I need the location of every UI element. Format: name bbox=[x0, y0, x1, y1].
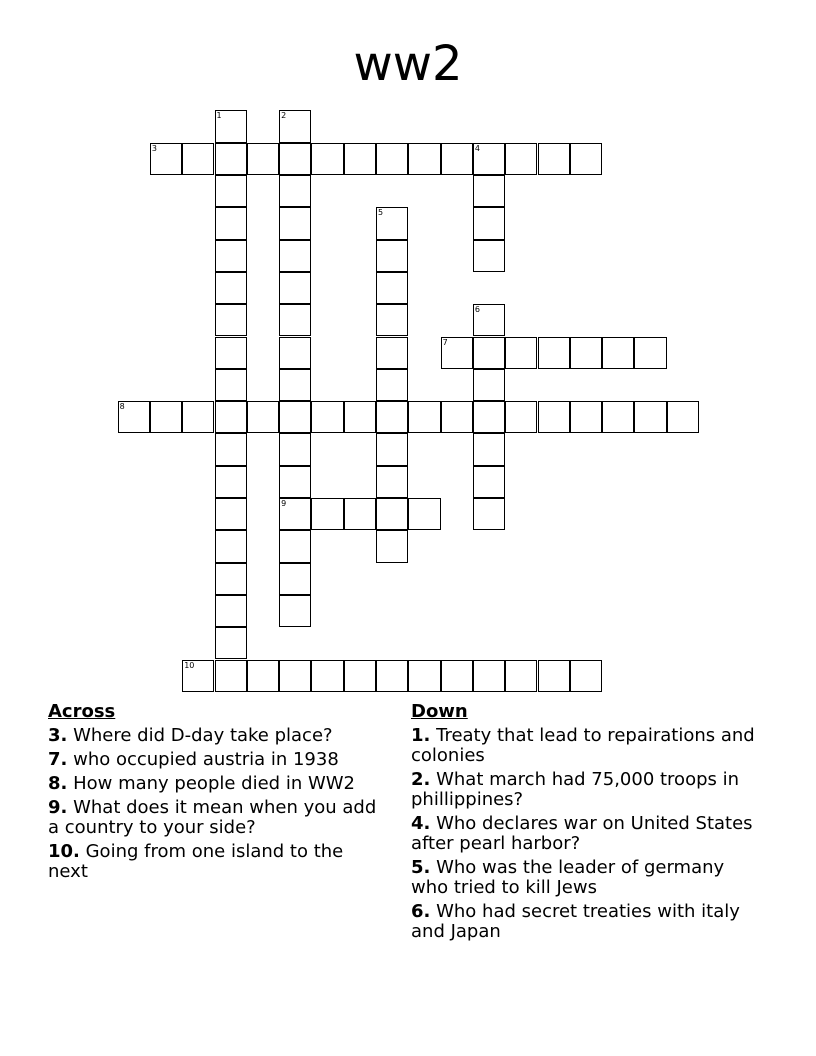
grid-cell[interactable] bbox=[279, 563, 311, 595]
cell-number: 9 bbox=[281, 499, 287, 508]
grid-cell[interactable] bbox=[247, 660, 279, 692]
clue-text: Where did D-day take place? bbox=[67, 725, 333, 746]
cell-number: 10 bbox=[184, 660, 195, 670]
grid-cell[interactable] bbox=[118, 401, 150, 433]
grid-cell[interactable] bbox=[215, 337, 247, 369]
grid-cell[interactable] bbox=[473, 175, 505, 207]
grid-cell[interactable] bbox=[505, 660, 537, 692]
clue-across-3 bbox=[48, 726, 388, 746]
cell-number: 1 bbox=[216, 111, 222, 121]
clue-text: Who was the leader of germany who tried to kill Jews bbox=[411, 857, 725, 898]
grid-cell[interactable] bbox=[344, 660, 376, 692]
grid-cell[interactable] bbox=[602, 401, 634, 433]
grid-cell[interactable] bbox=[667, 401, 699, 433]
grid-cell[interactable] bbox=[215, 530, 247, 562]
grid-cell[interactable] bbox=[279, 595, 311, 627]
grid-cell[interactable] bbox=[505, 401, 537, 433]
grid-cell[interactable] bbox=[376, 207, 408, 239]
grid-cell[interactable] bbox=[376, 304, 408, 336]
grid-cell[interactable] bbox=[182, 143, 214, 175]
grid-cell[interactable] bbox=[473, 433, 505, 465]
grid-cell[interactable] bbox=[215, 563, 247, 595]
grid-cell[interactable] bbox=[150, 401, 182, 433]
grid-cell[interactable] bbox=[570, 337, 602, 369]
grid-cell[interactable] bbox=[215, 660, 247, 692]
grid-cell[interactable] bbox=[473, 498, 505, 530]
cell-number: 7 bbox=[442, 337, 448, 347]
grid-cell[interactable] bbox=[311, 143, 343, 175]
grid-cell[interactable] bbox=[473, 143, 505, 175]
grid-cell[interactable] bbox=[376, 337, 408, 369]
grid-cell[interactable] bbox=[538, 401, 570, 433]
grid-cell[interactable] bbox=[279, 240, 311, 272]
grid-cell[interactable] bbox=[215, 401, 247, 433]
grid-cell[interactable] bbox=[376, 466, 408, 498]
grid-cell[interactable] bbox=[150, 143, 182, 175]
grid-cell[interactable] bbox=[376, 369, 408, 401]
grid-cell[interactable] bbox=[376, 660, 408, 692]
grid-cell[interactable] bbox=[376, 240, 408, 272]
down-heading: Down bbox=[411, 701, 468, 722]
grid-cell[interactable] bbox=[538, 337, 570, 369]
grid-cell[interactable] bbox=[215, 433, 247, 465]
grid-cell[interactable] bbox=[441, 660, 473, 692]
clue-down-2 bbox=[411, 770, 756, 810]
cell-number: 8 bbox=[119, 402, 125, 412]
grid-cell[interactable] bbox=[215, 272, 247, 304]
grid-cell[interactable] bbox=[376, 272, 408, 304]
clue-number: 4. bbox=[411, 813, 431, 834]
grid-cell[interactable] bbox=[441, 143, 473, 175]
clue-number: 1. bbox=[411, 725, 431, 746]
grid-cell[interactable] bbox=[441, 401, 473, 433]
grid-cell[interactable] bbox=[215, 466, 247, 498]
grid-cell[interactable] bbox=[570, 143, 602, 175]
cell-number: 2 bbox=[281, 111, 287, 121]
clue-number: 5. bbox=[411, 857, 431, 878]
grid-cell[interactable] bbox=[279, 530, 311, 562]
grid-cell[interactable] bbox=[279, 337, 311, 369]
grid-cell[interactable] bbox=[473, 304, 505, 336]
grid-cell[interactable] bbox=[376, 433, 408, 465]
grid-cell[interactable] bbox=[344, 143, 376, 175]
across-heading: Across bbox=[48, 701, 116, 722]
grid-cell[interactable] bbox=[311, 660, 343, 692]
grid-cell[interactable] bbox=[279, 207, 311, 239]
grid-cell[interactable] bbox=[279, 175, 311, 207]
grid-cell[interactable] bbox=[473, 466, 505, 498]
clue-text: Who declares war on United States after pearl harbor? bbox=[411, 813, 753, 854]
clue-text: who occupied austria in 1938 bbox=[67, 749, 339, 770]
grid-cell[interactable] bbox=[408, 401, 440, 433]
grid-cell[interactable] bbox=[570, 660, 602, 692]
across-clues bbox=[48, 702, 388, 886]
cell-number: 4 bbox=[474, 143, 480, 153]
grid-cell[interactable] bbox=[215, 595, 247, 627]
grid-cell[interactable] bbox=[247, 143, 279, 175]
down-clues bbox=[411, 702, 756, 946]
grid-cell[interactable] bbox=[376, 498, 408, 530]
grid-cell[interactable] bbox=[279, 433, 311, 465]
grid-cell[interactable] bbox=[215, 110, 247, 142]
clue-across-9 bbox=[48, 798, 388, 838]
grid-cell[interactable] bbox=[279, 304, 311, 336]
grid-cell[interactable] bbox=[279, 110, 311, 142]
grid-cell[interactable] bbox=[279, 466, 311, 498]
grid-cell[interactable] bbox=[215, 207, 247, 239]
clue-number: 2. bbox=[411, 769, 431, 790]
clue-across-10 bbox=[48, 842, 388, 882]
grid-cell[interactable] bbox=[311, 401, 343, 433]
clue-number: 10. bbox=[48, 841, 80, 862]
grid-cell[interactable] bbox=[570, 401, 602, 433]
clue-across-8 bbox=[48, 774, 388, 794]
grid-cell[interactable] bbox=[408, 143, 440, 175]
grid-cell[interactable] bbox=[279, 369, 311, 401]
grid-cell[interactable] bbox=[215, 369, 247, 401]
grid-cell[interactable] bbox=[376, 143, 408, 175]
grid-cell[interactable] bbox=[215, 627, 247, 659]
grid-cell[interactable] bbox=[408, 498, 440, 530]
grid-cell[interactable] bbox=[279, 272, 311, 304]
grid-cell[interactable] bbox=[247, 401, 279, 433]
grid-cell[interactable] bbox=[215, 498, 247, 530]
grid-cell[interactable] bbox=[538, 143, 570, 175]
grid-cell[interactable] bbox=[279, 143, 311, 175]
clue-down-1 bbox=[411, 726, 756, 766]
cell-number: 6 bbox=[474, 305, 480, 315]
grid-cell[interactable] bbox=[473, 207, 505, 239]
grid-cell[interactable] bbox=[279, 401, 311, 433]
grid-cell[interactable] bbox=[215, 304, 247, 336]
grid-cell[interactable] bbox=[473, 401, 505, 433]
clue-number: 3. bbox=[48, 725, 68, 746]
grid-cell[interactable] bbox=[279, 498, 311, 530]
grid-cell[interactable] bbox=[279, 660, 311, 692]
grid-cell[interactable] bbox=[602, 337, 634, 369]
clue-across-7 bbox=[48, 750, 388, 770]
cell-number: 5 bbox=[378, 208, 384, 218]
grid-cell[interactable] bbox=[182, 401, 214, 433]
grid-cell[interactable] bbox=[182, 660, 214, 692]
grid-cell[interactable] bbox=[505, 143, 537, 175]
grid-cell[interactable] bbox=[473, 369, 505, 401]
grid-cell[interactable] bbox=[473, 660, 505, 692]
grid-cell[interactable] bbox=[215, 143, 247, 175]
grid-cell[interactable] bbox=[344, 498, 376, 530]
clue-text: What does it mean when you add a country to your side? bbox=[48, 797, 377, 838]
clue-number: 8. bbox=[48, 773, 68, 794]
grid-cell[interactable] bbox=[215, 240, 247, 272]
grid-cell[interactable] bbox=[634, 401, 666, 433]
grid-cell[interactable] bbox=[473, 240, 505, 272]
clue-down-4 bbox=[411, 814, 756, 854]
clue-text: Treaty that lead to repairations and colonies bbox=[411, 725, 755, 766]
clue-number: 6. bbox=[411, 901, 431, 922]
grid-cell[interactable] bbox=[311, 498, 343, 530]
grid-cell[interactable] bbox=[505, 337, 537, 369]
grid-cell[interactable] bbox=[376, 401, 408, 433]
grid-cell[interactable] bbox=[634, 337, 666, 369]
grid-cell[interactable] bbox=[344, 401, 376, 433]
grid-cell[interactable] bbox=[538, 660, 570, 692]
clue-down-5 bbox=[411, 858, 756, 898]
clue-down-6 bbox=[411, 902, 756, 942]
clue-number: 9. bbox=[48, 797, 68, 818]
grid-cell[interactable] bbox=[408, 660, 440, 692]
clue-text: Going from one island to the next bbox=[48, 841, 344, 882]
grid-cell[interactable] bbox=[215, 175, 247, 207]
clue-number: 7. bbox=[48, 749, 68, 770]
grid-cell[interactable] bbox=[376, 530, 408, 562]
clue-text: What march had 75,000 troops in phillippines? bbox=[411, 769, 740, 810]
cell-number: 3 bbox=[151, 143, 157, 153]
page-title: ww2 bbox=[353, 36, 463, 92]
clue-text: How many people died in WW2 bbox=[67, 773, 355, 794]
grid-cell[interactable] bbox=[441, 337, 473, 369]
grid-cell[interactable] bbox=[473, 337, 505, 369]
clue-text: Who had secret treaties with italy and Japan bbox=[411, 901, 740, 942]
